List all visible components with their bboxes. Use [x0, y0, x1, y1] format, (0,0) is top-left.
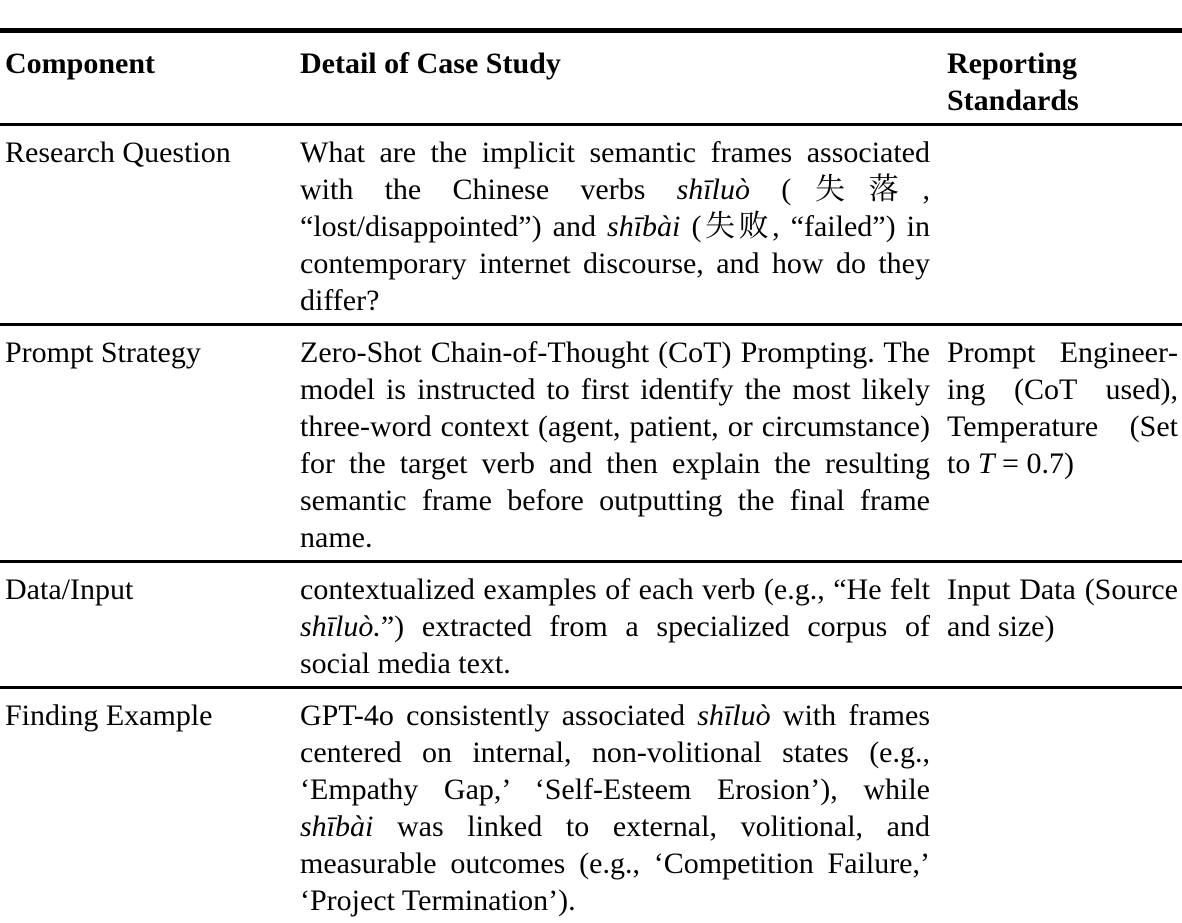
cell-component: Research Question: [5, 136, 231, 169]
table-row-finding-example: [0, 686, 1182, 923]
cell-detail: Zero-Shot Chain-of-Thought (CoT) Prompting. The model is instructed to first identify the most likely three-word context (agent, patient, or circumstance) for the target verb and then explain the resulting semantic frame before outputting the final frame name.: [300, 336, 930, 554]
cell-detail: What are the implicit semantic frames associated with the Chinese verbs shīluò (失落, “lost/disappointed”) and shībài (失败, “failed”) in contemporary internet discourse, and how do they differ?: [300, 136, 930, 317]
cell-detail: GPT-4o consistently associated shīluò with frames centered on internal, non-volitional states (e.g., ‘Empathy Gap,’ ‘Self-Esteem Erosion’), while shībài was linked to external, volitional, and measurable outcomes (e.g., ‘Competition Failure,’ ‘Project Termination’).: [300, 699, 930, 917]
cell-reporting: [947, 126, 1182, 323]
cell-component: Data/Input: [5, 573, 134, 606]
cell-reporting: Input Data (Source and size): [947, 573, 1178, 643]
table-row-prompt-strategy: [0, 323, 1182, 560]
table-header-row: [0, 33, 1182, 123]
table-row-research-question: [0, 123, 1182, 323]
paper-page: [0, 28, 1182, 923]
cell-detail: contextualized examples of each verb (e.g., “He felt shīluò.”) extracted from a specialized corpus of social media text.: [300, 573, 930, 680]
col-header-reporting: Reporting Standards: [947, 47, 1079, 117]
cell-component: Prompt Strategy: [5, 336, 201, 369]
cell-component: Finding Example: [5, 699, 213, 732]
cell-reporting: [947, 689, 1182, 923]
cell-reporting: Prompt Engineering (CoT used), Temperature (Set to T = 0.7): [947, 336, 1178, 480]
case-study-table: [0, 28, 1182, 923]
col-header-component: Component: [5, 47, 156, 80]
table-row-data-input: [0, 560, 1182, 686]
col-header-detail: Detail of Case Study: [300, 47, 561, 80]
